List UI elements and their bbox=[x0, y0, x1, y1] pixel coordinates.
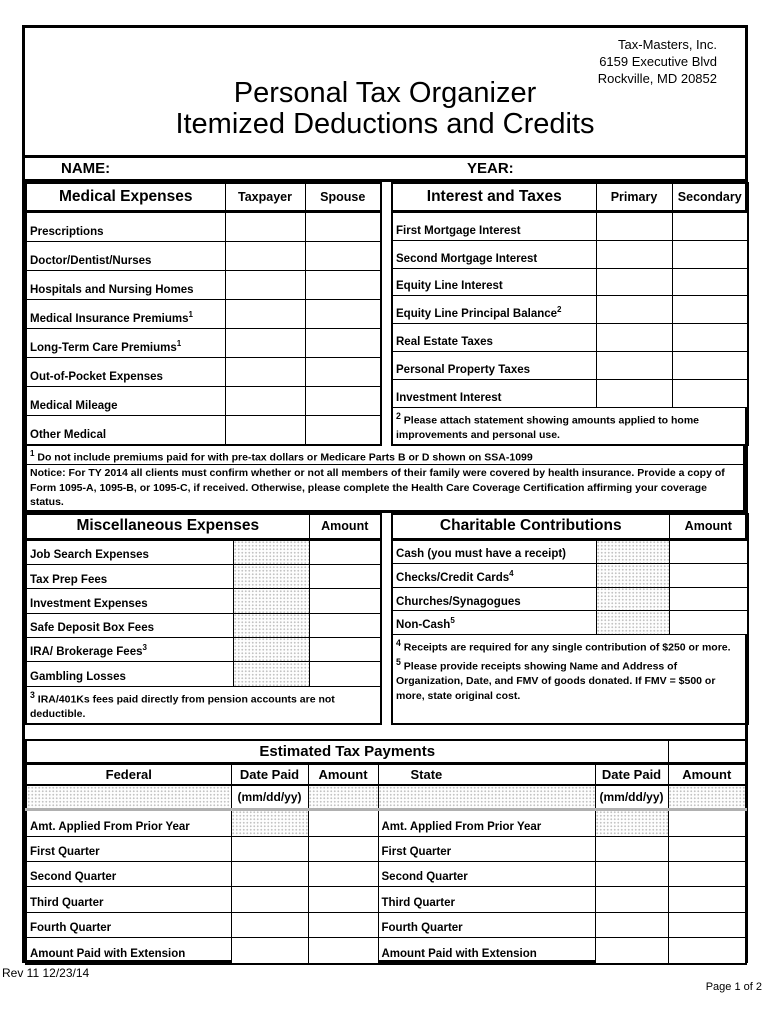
name-field[interactable] bbox=[110, 158, 440, 179]
footnote-5-text: Please provide receipts showing Name and Address of Organization, Date, and FMV of goods donated. If FMV = $500 or more, state original cost. bbox=[396, 660, 716, 702]
row-label-cell bbox=[26, 357, 225, 386]
amount-cell[interactable] bbox=[308, 809, 378, 836]
tax-organizer-form bbox=[22, 25, 748, 963]
federal-column-header: Federal bbox=[26, 763, 231, 785]
amount-cell[interactable] bbox=[309, 637, 381, 661]
entry-cell[interactable] bbox=[672, 351, 748, 379]
footnote-notice-block bbox=[25, 446, 745, 513]
table-header-row bbox=[392, 514, 748, 539]
entry-cell[interactable] bbox=[596, 379, 672, 407]
table-header-row bbox=[26, 514, 381, 539]
row-label: Real Estate Taxes bbox=[396, 335, 493, 348]
row-label-cell bbox=[26, 809, 231, 836]
entry-cell[interactable] bbox=[596, 296, 672, 324]
date-paid-cell[interactable] bbox=[231, 861, 308, 886]
row-label: First Quarter bbox=[30, 845, 100, 858]
entry-cell[interactable] bbox=[225, 241, 305, 270]
company-name: Tax-Masters, Inc. bbox=[618, 37, 717, 52]
table-row bbox=[392, 324, 748, 352]
row-label: Investment Interest bbox=[396, 391, 502, 404]
row-label: Non-Cash bbox=[396, 619, 451, 631]
row-label: Amount Paid with Extension bbox=[381, 948, 537, 960]
footnote-3-sup: 3 bbox=[30, 689, 35, 700]
row-label-cell bbox=[26, 887, 231, 912]
table-header-row bbox=[26, 763, 746, 785]
shaded-cell bbox=[233, 565, 309, 589]
health-coverage-notice: Notice: For TY 2014 all clients must confirm whether or not all members of their family were covered by health insurance. Provide a copy of Form 1095-A, 1095-B, or 1095-C, if received. Otherwise, please complete the Health Care Coverage Certification affirming your coverage status. bbox=[30, 467, 725, 508]
row-label-cell bbox=[392, 211, 596, 240]
shaded-cell bbox=[596, 587, 669, 611]
date-paid-cell[interactable] bbox=[595, 861, 668, 886]
row-label-cell bbox=[26, 415, 225, 445]
row-label: IRA/ Brokerage Fees bbox=[30, 646, 143, 659]
name-label: NAME: bbox=[61, 160, 111, 177]
row-label: Fourth Quarter bbox=[30, 922, 112, 935]
row-label: First Quarter bbox=[381, 845, 452, 858]
row-label: Doctor/Dentist/Nurses bbox=[30, 254, 152, 267]
row-label-cell bbox=[392, 351, 596, 379]
row-label: Third Quarter bbox=[30, 896, 104, 909]
shaded-cell bbox=[233, 662, 309, 686]
footnote-2-text: Please attach statement showing amounts applied to home improvements and personal use. bbox=[396, 414, 700, 441]
footnote-4 bbox=[396, 636, 743, 655]
row-label: Amt. Applied From Prior Year bbox=[30, 820, 190, 833]
row-label-cell bbox=[378, 912, 595, 937]
shaded-cell bbox=[26, 785, 231, 809]
date-paid-column-header: Date Paid bbox=[595, 763, 668, 785]
year-label: YEAR: bbox=[467, 160, 514, 177]
entry-cell[interactable] bbox=[596, 211, 672, 240]
date-paid-column-header: Date Paid bbox=[231, 763, 308, 785]
section-gap bbox=[25, 725, 745, 739]
table-row bbox=[26, 299, 381, 328]
amount-cell[interactable] bbox=[669, 611, 748, 635]
entry-cell[interactable] bbox=[672, 268, 748, 296]
row-label-cell bbox=[392, 564, 596, 588]
footnote-1-text: Do not include premiums paid for with pre-tax dollars or Medicare Parts B or D shown on SSA-1099 bbox=[34, 451, 533, 464]
footnote-1-sup: 1 bbox=[30, 449, 35, 458]
footnotes-4-5 bbox=[392, 635, 748, 725]
entry-cell[interactable] bbox=[305, 357, 381, 386]
row-label-cell bbox=[392, 379, 596, 407]
table-row bbox=[392, 587, 748, 611]
row-label-cell bbox=[392, 539, 596, 564]
footnote-1 bbox=[27, 446, 743, 465]
row-label: Safe Deposit Box Fees bbox=[30, 621, 154, 634]
entry-cell[interactable] bbox=[672, 240, 748, 268]
row-label-cell bbox=[26, 912, 231, 937]
table-row bbox=[392, 539, 748, 564]
row-label: Out-of-Pocket Expenses bbox=[30, 370, 163, 383]
shaded-cell bbox=[233, 613, 309, 637]
row-label-cell bbox=[392, 296, 596, 324]
row-label-cell bbox=[26, 637, 233, 661]
date-paid-cell[interactable] bbox=[231, 836, 308, 861]
table-row bbox=[26, 386, 381, 415]
year-field[interactable] bbox=[517, 158, 741, 179]
taxpayer-column-header: Taxpayer bbox=[225, 183, 305, 211]
form-header bbox=[25, 28, 745, 155]
row-label: Churches/Synagogues bbox=[396, 595, 521, 608]
amount-cell[interactable] bbox=[309, 662, 381, 686]
amount-cell[interactable] bbox=[668, 809, 746, 836]
table-row bbox=[26, 211, 381, 241]
table-row bbox=[392, 296, 748, 324]
shaded-cell bbox=[233, 539, 309, 565]
table-row bbox=[392, 268, 748, 296]
shaded-cell bbox=[596, 564, 669, 588]
row-label: Cash (you must have a receipt) bbox=[396, 548, 567, 561]
row-label-cell bbox=[378, 861, 595, 886]
row-label: Equity Line Principal Balance bbox=[396, 308, 558, 321]
shaded-cell bbox=[596, 611, 669, 635]
date-paid-cell[interactable] bbox=[231, 938, 308, 964]
row-label-cell bbox=[26, 861, 231, 886]
name-year-row bbox=[25, 155, 745, 182]
table-row bbox=[392, 240, 748, 268]
interest-section-title: Interest and Taxes bbox=[392, 183, 596, 211]
table-row bbox=[26, 241, 381, 270]
row-label-cell bbox=[26, 241, 225, 270]
table-footnote-row bbox=[392, 407, 748, 445]
footnote-4-sup: 4 bbox=[396, 638, 401, 648]
table-row bbox=[26, 861, 746, 886]
row-label-cell bbox=[26, 386, 225, 415]
table-row bbox=[26, 938, 746, 964]
table-header-row bbox=[392, 183, 748, 211]
date-paid-cell[interactable] bbox=[595, 887, 668, 912]
entry-cell[interactable] bbox=[305, 241, 381, 270]
amount-cell[interactable] bbox=[668, 836, 746, 861]
row-label: First Mortgage Interest bbox=[396, 224, 521, 237]
table-row bbox=[392, 351, 748, 379]
entry-cell[interactable] bbox=[225, 386, 305, 415]
company-address-line1: 6159 Executive Blvd bbox=[599, 54, 717, 69]
table-row bbox=[26, 357, 381, 386]
row-label: Job Search Expenses bbox=[30, 549, 149, 562]
table-row bbox=[26, 589, 381, 613]
date-paid-cell[interactable] bbox=[231, 887, 308, 912]
row-label: Tax Prep Fees bbox=[30, 573, 108, 586]
entry-cell[interactable] bbox=[596, 324, 672, 352]
row-label-cell bbox=[26, 328, 225, 357]
entry-cell[interactable] bbox=[596, 268, 672, 296]
row-label-cell bbox=[392, 611, 596, 635]
entry-cell[interactable] bbox=[225, 299, 305, 328]
row-label-sup: 4 bbox=[509, 569, 514, 579]
row-label-cell bbox=[26, 938, 231, 964]
row-label-cell bbox=[26, 539, 233, 565]
table-title-row bbox=[26, 740, 746, 763]
amount-cell[interactable] bbox=[309, 539, 381, 565]
row-label-cell bbox=[26, 270, 225, 299]
table-row bbox=[26, 912, 746, 937]
footnote-5-sup: 5 bbox=[396, 657, 401, 667]
form-title bbox=[25, 78, 745, 140]
table-row bbox=[26, 662, 381, 686]
entry-cell[interactable] bbox=[305, 270, 381, 299]
misc-amount-column-header: Amount bbox=[309, 514, 381, 539]
medical-expenses-table bbox=[25, 182, 382, 446]
row-label-sup: 1 bbox=[176, 338, 182, 348]
row-label-sup: 5 bbox=[450, 616, 455, 626]
table-header-row bbox=[26, 183, 381, 211]
miscellaneous-expenses-table bbox=[25, 513, 382, 725]
row-label: Third Quarter bbox=[381, 896, 455, 909]
entry-cell[interactable] bbox=[225, 357, 305, 386]
row-label-cell bbox=[26, 565, 233, 589]
date-paid-cell[interactable] bbox=[231, 912, 308, 937]
date-paid-cell[interactable] bbox=[595, 938, 668, 964]
shaded-cell bbox=[596, 539, 669, 564]
row-label-cell bbox=[392, 324, 596, 352]
entry-cell[interactable] bbox=[225, 328, 305, 357]
row-label-sup: 1 bbox=[188, 310, 193, 320]
row-label-cell bbox=[378, 836, 595, 861]
table-row bbox=[26, 270, 381, 299]
entry-cell[interactable] bbox=[672, 379, 748, 407]
estimated-tax-payments-table bbox=[25, 739, 747, 965]
amount-cell[interactable] bbox=[309, 565, 381, 589]
shaded-cell bbox=[231, 809, 308, 836]
row-label: Second Quarter bbox=[30, 871, 117, 884]
entry-cell[interactable] bbox=[225, 211, 305, 241]
estimated-section-title: Estimated Tax Payments bbox=[26, 740, 668, 763]
row-label: Other Medical bbox=[30, 429, 107, 441]
footnote-3-text: IRA/401Ks fees paid directly from pension accounts are not deductible. bbox=[30, 693, 335, 720]
amount-column-header: Amount bbox=[668, 763, 746, 785]
row-label: Checks/Credit Cards bbox=[396, 571, 510, 584]
row-label-sup: 3 bbox=[142, 643, 147, 653]
table-row bbox=[392, 211, 748, 240]
amount-cell[interactable] bbox=[668, 912, 746, 937]
amount-cell[interactable] bbox=[668, 887, 746, 912]
entry-cell[interactable] bbox=[305, 386, 381, 415]
table-row bbox=[26, 809, 746, 836]
amount-cell[interactable] bbox=[308, 836, 378, 861]
date-paid-cell[interactable] bbox=[595, 912, 668, 937]
table-row bbox=[26, 328, 381, 357]
row-label-sup: 2 bbox=[557, 305, 562, 315]
date-format-label: (mm/dd/yy) bbox=[595, 785, 668, 809]
table-row bbox=[392, 379, 748, 407]
table-row bbox=[26, 539, 381, 565]
entry-cell[interactable] bbox=[596, 240, 672, 268]
row-label-cell bbox=[26, 613, 233, 637]
amount-cell[interactable] bbox=[309, 589, 381, 613]
charitable-section-title: Charitable Contributions bbox=[392, 514, 669, 539]
amount-cell[interactable] bbox=[308, 938, 378, 964]
entry-cell[interactable] bbox=[305, 299, 381, 328]
shaded-cell bbox=[233, 589, 309, 613]
shaded-cell bbox=[308, 785, 378, 809]
medical-section-title: Medical Expenses bbox=[26, 183, 225, 211]
misc-section-title: Miscellaneous Expenses bbox=[26, 514, 309, 539]
lower-section bbox=[25, 513, 745, 725]
page-number: Page 1 of 2 bbox=[705, 981, 762, 993]
row-label-cell bbox=[26, 662, 233, 686]
entry-cell[interactable] bbox=[225, 415, 305, 445]
footnote-2 bbox=[392, 407, 748, 445]
amount-cell[interactable] bbox=[669, 564, 748, 588]
spare-cell bbox=[668, 740, 746, 763]
footnote-5 bbox=[396, 655, 743, 703]
table-footnote-row bbox=[392, 635, 748, 725]
entry-cell[interactable] bbox=[305, 211, 381, 241]
form-title-line1: Personal Tax Organizer bbox=[233, 77, 537, 109]
form-title-line2: Itemized Deductions and Credits bbox=[175, 108, 595, 140]
date-paid-cell[interactable] bbox=[595, 836, 668, 861]
row-label: Amt. Applied From Prior Year bbox=[381, 820, 542, 833]
table-row bbox=[26, 565, 381, 589]
shaded-cell bbox=[378, 785, 595, 809]
row-label: Personal Property Taxes bbox=[396, 363, 531, 376]
row-label-cell bbox=[26, 836, 231, 861]
row-label: Medical Insurance Premiums bbox=[30, 312, 189, 325]
row-label: Long-Term Care Premiums bbox=[30, 341, 177, 354]
footnote-4-text: Receipts are required for any single contribution of $250 or more. bbox=[400, 641, 731, 654]
entry-cell[interactable] bbox=[305, 415, 381, 445]
table-row bbox=[26, 415, 381, 445]
amount-column-header: Amount bbox=[308, 763, 378, 785]
amount-cell[interactable] bbox=[668, 938, 746, 964]
row-label-cell bbox=[378, 887, 595, 912]
row-label: Fourth Quarter bbox=[381, 922, 463, 935]
row-label-cell bbox=[378, 938, 595, 964]
amount-cell[interactable] bbox=[669, 539, 748, 564]
row-label: Amount Paid with Extension bbox=[30, 948, 186, 960]
entry-cell[interactable] bbox=[596, 351, 672, 379]
shaded-cell bbox=[233, 637, 309, 661]
table-row bbox=[26, 887, 746, 912]
primary-column-header: Primary bbox=[596, 183, 672, 211]
row-label-cell bbox=[26, 211, 225, 241]
row-label-cell bbox=[392, 587, 596, 611]
footnote-2-sup: 2 bbox=[396, 410, 401, 421]
entry-cell[interactable] bbox=[225, 270, 305, 299]
date-format-label: (mm/dd/yy) bbox=[231, 785, 308, 809]
row-label: Investment Expenses bbox=[30, 597, 148, 610]
upper-section bbox=[25, 182, 745, 446]
amount-cell[interactable] bbox=[309, 613, 381, 637]
row-label: Equity Line Interest bbox=[396, 280, 503, 293]
company-address-line2: Rockville, MD 20852 bbox=[597, 71, 717, 86]
row-label: Gambling Losses bbox=[30, 670, 126, 683]
amount-cell[interactable] bbox=[308, 912, 378, 937]
secondary-column-header: Secondary bbox=[672, 183, 748, 211]
amount-cell[interactable] bbox=[308, 861, 378, 886]
charitable-contributions-table bbox=[391, 513, 749, 725]
interest-and-taxes-table bbox=[391, 182, 749, 446]
shaded-cell bbox=[595, 809, 668, 836]
entry-cell[interactable] bbox=[305, 328, 381, 357]
state-column-header: State bbox=[378, 763, 595, 785]
table-row bbox=[26, 613, 381, 637]
row-label: Hospitals and Nursing Homes bbox=[30, 283, 194, 296]
row-label-cell bbox=[392, 240, 596, 268]
amount-cell[interactable] bbox=[669, 587, 748, 611]
row-label-cell bbox=[392, 268, 596, 296]
row-label-cell bbox=[26, 589, 233, 613]
table-row bbox=[26, 637, 381, 661]
row-label-cell bbox=[378, 809, 595, 836]
table-row bbox=[392, 611, 748, 635]
table-row bbox=[392, 564, 748, 588]
amount-cell[interactable] bbox=[668, 861, 746, 886]
spouse-column-header: Spouse bbox=[305, 183, 381, 211]
shaded-cell bbox=[668, 785, 746, 809]
table-row bbox=[26, 836, 746, 861]
row-label: Second Mortgage Interest bbox=[396, 252, 538, 265]
table-footnote-row bbox=[26, 686, 381, 724]
row-label: Second Quarter bbox=[381, 871, 468, 884]
amount-cell[interactable] bbox=[308, 887, 378, 912]
footnote-3 bbox=[26, 686, 381, 724]
date-format-row bbox=[26, 785, 746, 809]
charitable-amount-column-header: Amount bbox=[669, 514, 748, 539]
entry-cell[interactable] bbox=[672, 296, 748, 324]
row-label-cell bbox=[26, 299, 225, 328]
row-label: Prescriptions bbox=[30, 225, 104, 238]
entry-cell[interactable] bbox=[672, 324, 748, 352]
revision-note: Rev 11 12/23/14 bbox=[2, 966, 90, 980]
row-label: Medical Mileage bbox=[30, 399, 118, 412]
entry-cell[interactable] bbox=[672, 211, 748, 240]
